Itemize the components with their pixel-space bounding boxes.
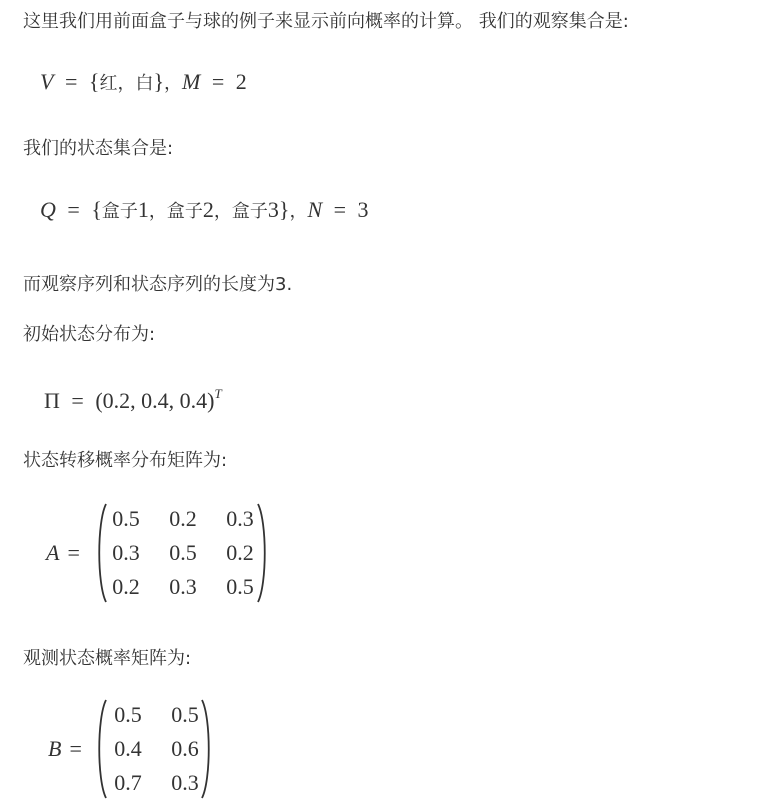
matrix-cell: 0.5 — [169, 540, 197, 565]
matrix-cell: 0.6 — [171, 736, 199, 761]
sequence-length-text: 而观察序列和状态序列的长度为3. — [23, 274, 293, 295]
matrix-cell: 0.2 — [226, 540, 254, 565]
state-item-num: 3 — [267, 197, 279, 222]
state-set-intro: 我们的状态集合是: — [23, 138, 174, 159]
equals-sign: = — [211, 69, 225, 94]
matrix-a-label — [46, 502, 80, 604]
matrix-a-var: A — [46, 540, 60, 565]
equals-sign: = — [69, 736, 82, 761]
matrix-cell: 0.7 — [114, 770, 142, 795]
count-var: M — [182, 69, 201, 94]
matrix-a — [46, 502, 276, 604]
matrix-b-var: B — [48, 736, 62, 761]
equals-sign: = — [64, 69, 78, 94]
equals-sign: = — [333, 197, 347, 222]
matrix-cell: 0.5 — [112, 506, 140, 531]
equals-sign: = — [71, 388, 84, 413]
separator: ， — [164, 73, 182, 94]
state-set-formula — [40, 196, 369, 226]
separator: ， — [117, 73, 136, 94]
transpose-sup: T — [214, 386, 222, 401]
observation-item-red: 红 — [99, 73, 118, 94]
open-brace: { — [91, 197, 102, 222]
count-value: 2 — [235, 69, 247, 94]
emission-intro: 观测状态概率矩阵为: — [23, 648, 192, 669]
separator: ， — [289, 201, 308, 222]
matrix-cell: 0.4 — [114, 736, 142, 761]
equals-sign: = — [67, 540, 80, 565]
matrix-cell: 0.2 — [169, 506, 197, 531]
matrix-cell: 0.5 — [114, 702, 142, 727]
count-value: 3 — [357, 197, 369, 222]
state-item-word: 盒子 — [231, 201, 268, 222]
observation-var: V — [40, 69, 54, 94]
matrix-cell: 0.3 — [171, 770, 199, 795]
equals-sign: = — [67, 197, 80, 222]
matrix-b-label — [48, 698, 82, 800]
separator: ， — [213, 201, 232, 222]
initial-dist-formula — [44, 380, 222, 415]
initial-vector: (0.2, 0.4, 0.4) — [95, 388, 215, 413]
open-brace: { — [88, 69, 100, 94]
matrix-b — [48, 698, 228, 800]
state-var: Q — [40, 197, 56, 222]
matrix-cell: 0.3 — [169, 574, 197, 599]
observation-item-white: 白 — [135, 73, 154, 94]
state-item-word: 盒子 — [166, 201, 203, 222]
state-item-num: 1 — [137, 197, 149, 222]
matrix-cell: 0.5 — [171, 702, 199, 727]
right-paren — [256, 502, 270, 604]
observation-set-formula — [40, 68, 247, 98]
state-item-word: 盒子 — [101, 201, 138, 222]
matrix-cell: 0.5 — [226, 574, 254, 599]
transition-intro: 状态转移概率分布矩阵为: — [23, 450, 228, 471]
close-brace: } — [153, 69, 164, 94]
matrix-cell: 0.2 — [112, 574, 140, 599]
pi-symbol: Π — [44, 388, 60, 413]
close-brace: } — [278, 197, 290, 222]
state-item-num: 2 — [202, 197, 214, 222]
matrix-cell: 0.3 — [112, 540, 140, 565]
right-paren — [200, 698, 214, 800]
count-var: N — [307, 197, 323, 222]
intro-paragraph: 这里我们用前面盒子与球的例子来显示前向概率的计算。 我们的观察集合是: — [23, 11, 629, 32]
separator: ， — [148, 201, 167, 222]
initial-dist-intro: 初始状态分布为: — [23, 324, 156, 345]
matrix-cell: 0.3 — [226, 506, 254, 531]
